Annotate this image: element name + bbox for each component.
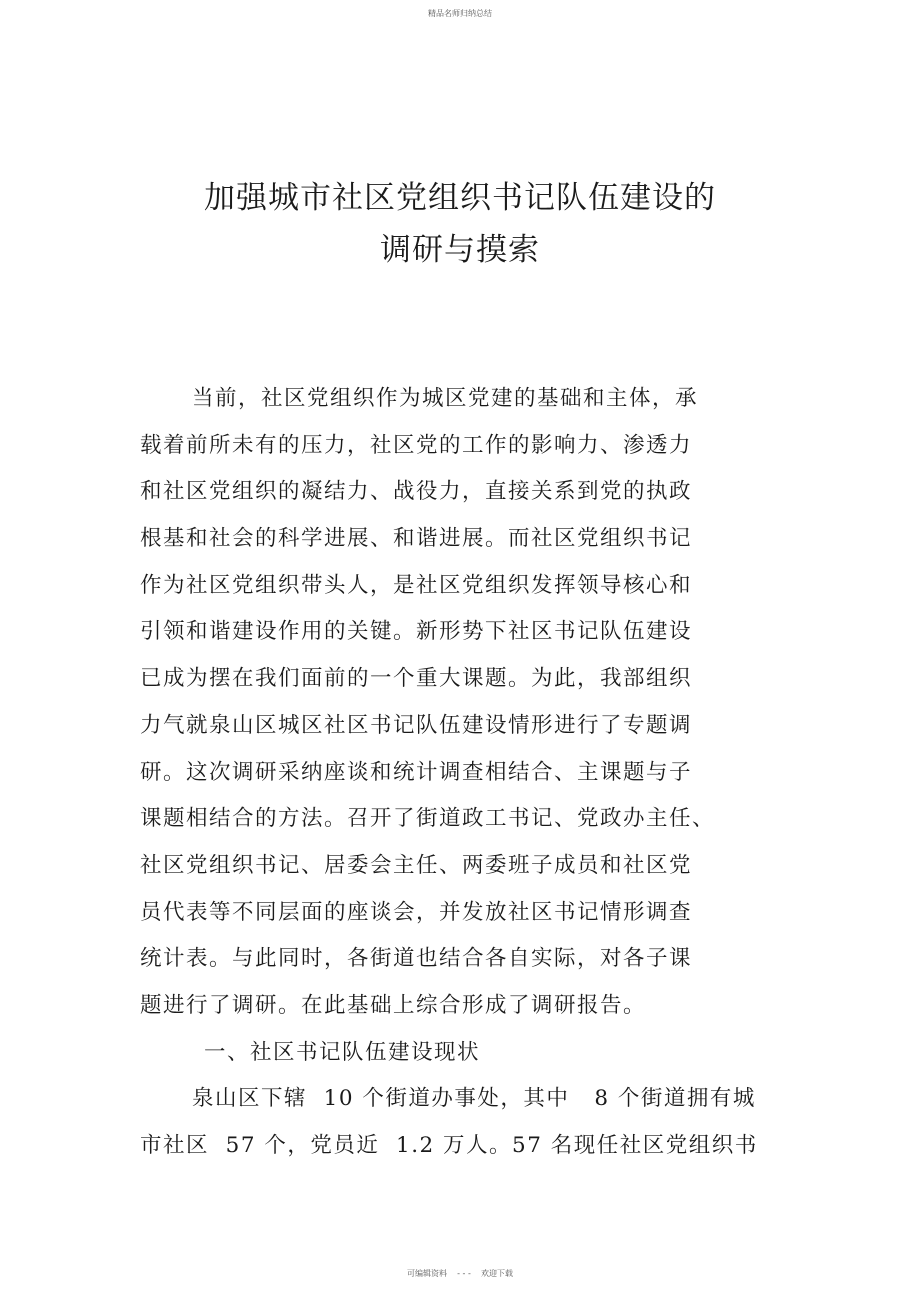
page-footer: 可编辑资料 - - - 欢迎下载 (406, 1269, 514, 1278)
paragraph-line: 已成为摆在我们面前的一个重大课题。为此，我部组织 (140, 666, 693, 692)
paragraph-line: 泉山区下辖 10 个街道办事处，其中 8 个街道拥有城 (192, 1086, 756, 1112)
paragraph-line: 员代表等不同层面的座谈会，并发放社区书记情形调查 (140, 899, 693, 925)
paragraph-line: 力气就泉山区城区社区书记队伍建设情形进行了专题调 (140, 712, 693, 738)
paragraph-line: 根基和社会的科学进展、和谐进展。而社区党组织书记 (140, 526, 693, 552)
document-body (140, 376, 780, 1170)
title-line-2: 调研与摸索 (380, 232, 540, 268)
paragraph-line: 作为社区党组织带头人，是社区党组织发挥领导核心和 (140, 572, 693, 598)
document-title (0, 172, 920, 276)
paragraph-line: 当前，社区党组织作为城区党建的基础和主体，承 (192, 386, 699, 411)
paragraph-line: 引领和谐建设作用的关键。新形势下社区书记队伍建设 (140, 619, 693, 645)
title-line-1: 加强城市社区党组织书记队伍建设的 (204, 180, 716, 216)
paragraph-line: 统计表。与此同时，各街道也结合各自实际，对各子课 (140, 946, 693, 972)
paragraph-line: 题进行了调研。在此基础上综合形成了调研报告。 (140, 992, 647, 1018)
paragraph-line: 载着前所未有的压力，社区党的工作的影响力、渗透力 (140, 432, 693, 458)
paragraph-line: 研。这次调研采纳座谈和统计调查相结合、主课题与子 (140, 759, 693, 785)
page-header: 精品名师归纳总结 (428, 9, 492, 18)
paragraph-line: 社区党组织书记、居委会主任、两委班子成员和社区党 (140, 852, 693, 878)
paragraph-line: 和社区党组织的凝结力、战役力，直接关系到党的执政 (140, 479, 693, 505)
paragraph-line: 课题相结合的方法。召开了街道政工书记、党政办主任、 (140, 806, 716, 832)
section-heading: 一、社区书记队伍建设现状 (204, 1039, 481, 1065)
paragraph-line: 市社区 57 个，党员近 1.2 万人。57 名现任社区党组织书 (140, 1133, 758, 1158)
